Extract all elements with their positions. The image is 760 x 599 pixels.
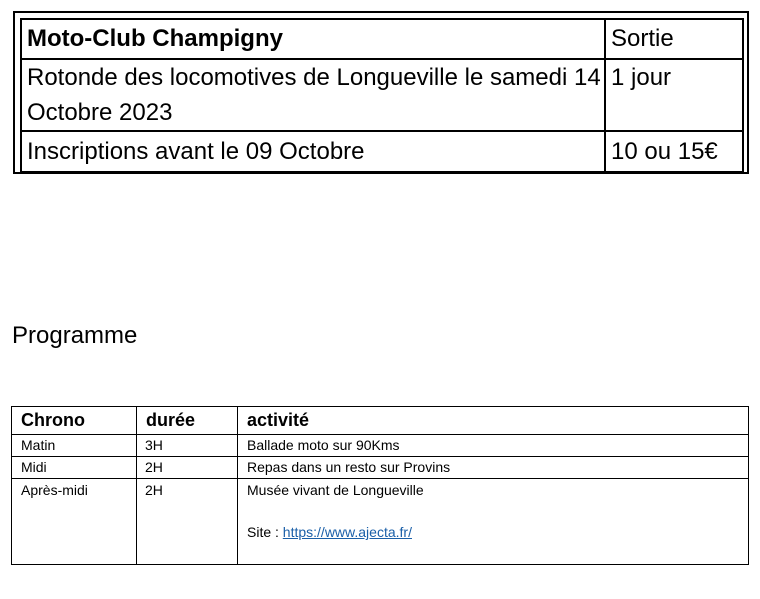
programme-header-row (12, 407, 749, 435)
site-link[interactable]: https://www.ajecta.fr/ (282, 524, 412, 540)
table-row (12, 479, 749, 565)
cell-chrono: Après-midi (12, 479, 137, 565)
header-row-club (21, 19, 743, 59)
event-title: Rotonde des locomotives de Longueville le samedi 14 Octobre 2023 (21, 59, 605, 131)
column-header-duree: durée (137, 407, 238, 435)
cell-chrono: Matin (12, 435, 137, 457)
site-line (247, 522, 748, 543)
programme-title: Programme (12, 322, 138, 349)
column-header-chrono: Chrono (12, 407, 137, 435)
cell-duree: 3H (137, 435, 238, 457)
club-name: Moto-Club Champigny (21, 19, 605, 59)
cell-chrono: Midi (12, 457, 137, 479)
cell-activite: Repas dans un resto sur Provins (238, 457, 749, 479)
header-row-event (21, 59, 743, 131)
cell-duree: 2H (137, 457, 238, 479)
cell-activite: Musée vivant de Longueville (247, 482, 424, 498)
header-row-registration (21, 131, 743, 172)
event-price: 10 ou 15€ (605, 131, 743, 172)
header-box (13, 11, 749, 174)
table-row (12, 457, 749, 479)
cell-duree: 2H (137, 479, 238, 565)
event-type: Sortie (605, 19, 743, 59)
site-label: Site : (247, 524, 283, 540)
event-duration: 1 jour (605, 59, 743, 131)
header-table (20, 18, 744, 173)
cell-activite-with-site (238, 479, 749, 565)
cell-activite: Ballade moto sur 90Kms (238, 435, 749, 457)
table-row (12, 435, 749, 457)
registration-deadline: Inscriptions avant le 09 Octobre (21, 131, 605, 172)
column-header-activite: activité (238, 407, 749, 435)
programme-table (11, 406, 749, 565)
